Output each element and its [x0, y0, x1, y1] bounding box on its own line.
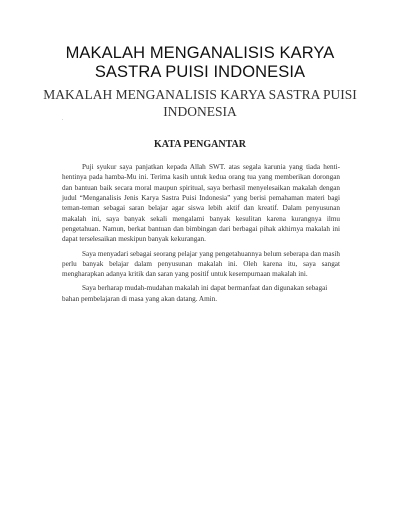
stray-dot-mark: . — [62, 117, 64, 122]
paragraph: Saya berharap mudah-mudahan makalah ini dapat bermanfaat dan digunakan sebagai bahan pembelajaran di masa yang akan datang. Amin. — [62, 284, 328, 303]
document-title: MAKALAH MENGANALISIS KARYA SASTRA PUISI INDONESIA — [65, 44, 335, 81]
document-subtitle: MAKALAH MENGANALISIS KARYA SASTRA PUISI INDONESIA — [43, 87, 357, 119]
paragraph: Puji syukur saya panjatkan kepada Allah SWT. atas segala karunia yang tiada henti-hentinya pada hamba-Mu ini. Terima kasih untuk kedua orang tua yang memberikan dorongan dan bantuan baik secara moral maupun spiritual, saya berhasil menyelesaikan makalah dengan judul “Menganalisis Jenis Karya Sastra Puisi Indonesia” yang berisi pemahaman materi bagi teman-teman sebagai saran belajar agar siswa lebih aktif dan kreatif. Dalam penyusunan makalah ini, saya banyak sekali mengalami banyak kesulitan karena kurangnya ilmu pengetahuan. Namun, berkat bantuan dan bimbingan dari berbagai pihak akhirnya makalah ini dapat terselesaikan meskipun banyak kekurangan. — [62, 163, 340, 244]
section-heading-kata-pengantar: KATA PENGANTAR — [154, 139, 246, 150]
paragraph: Saya menyadari sebagai seorang pelajar yang pengetahuannya belum seberapa dan masih perlu banyak belajar dalam penyusunan makalah ini. Oleh karena itu, saya sangat mengharapkan adanya kritik dan saran yang positif untuk kesempurnaan makalah ini. — [62, 249, 340, 279]
preface-body — [62, 162, 340, 308]
